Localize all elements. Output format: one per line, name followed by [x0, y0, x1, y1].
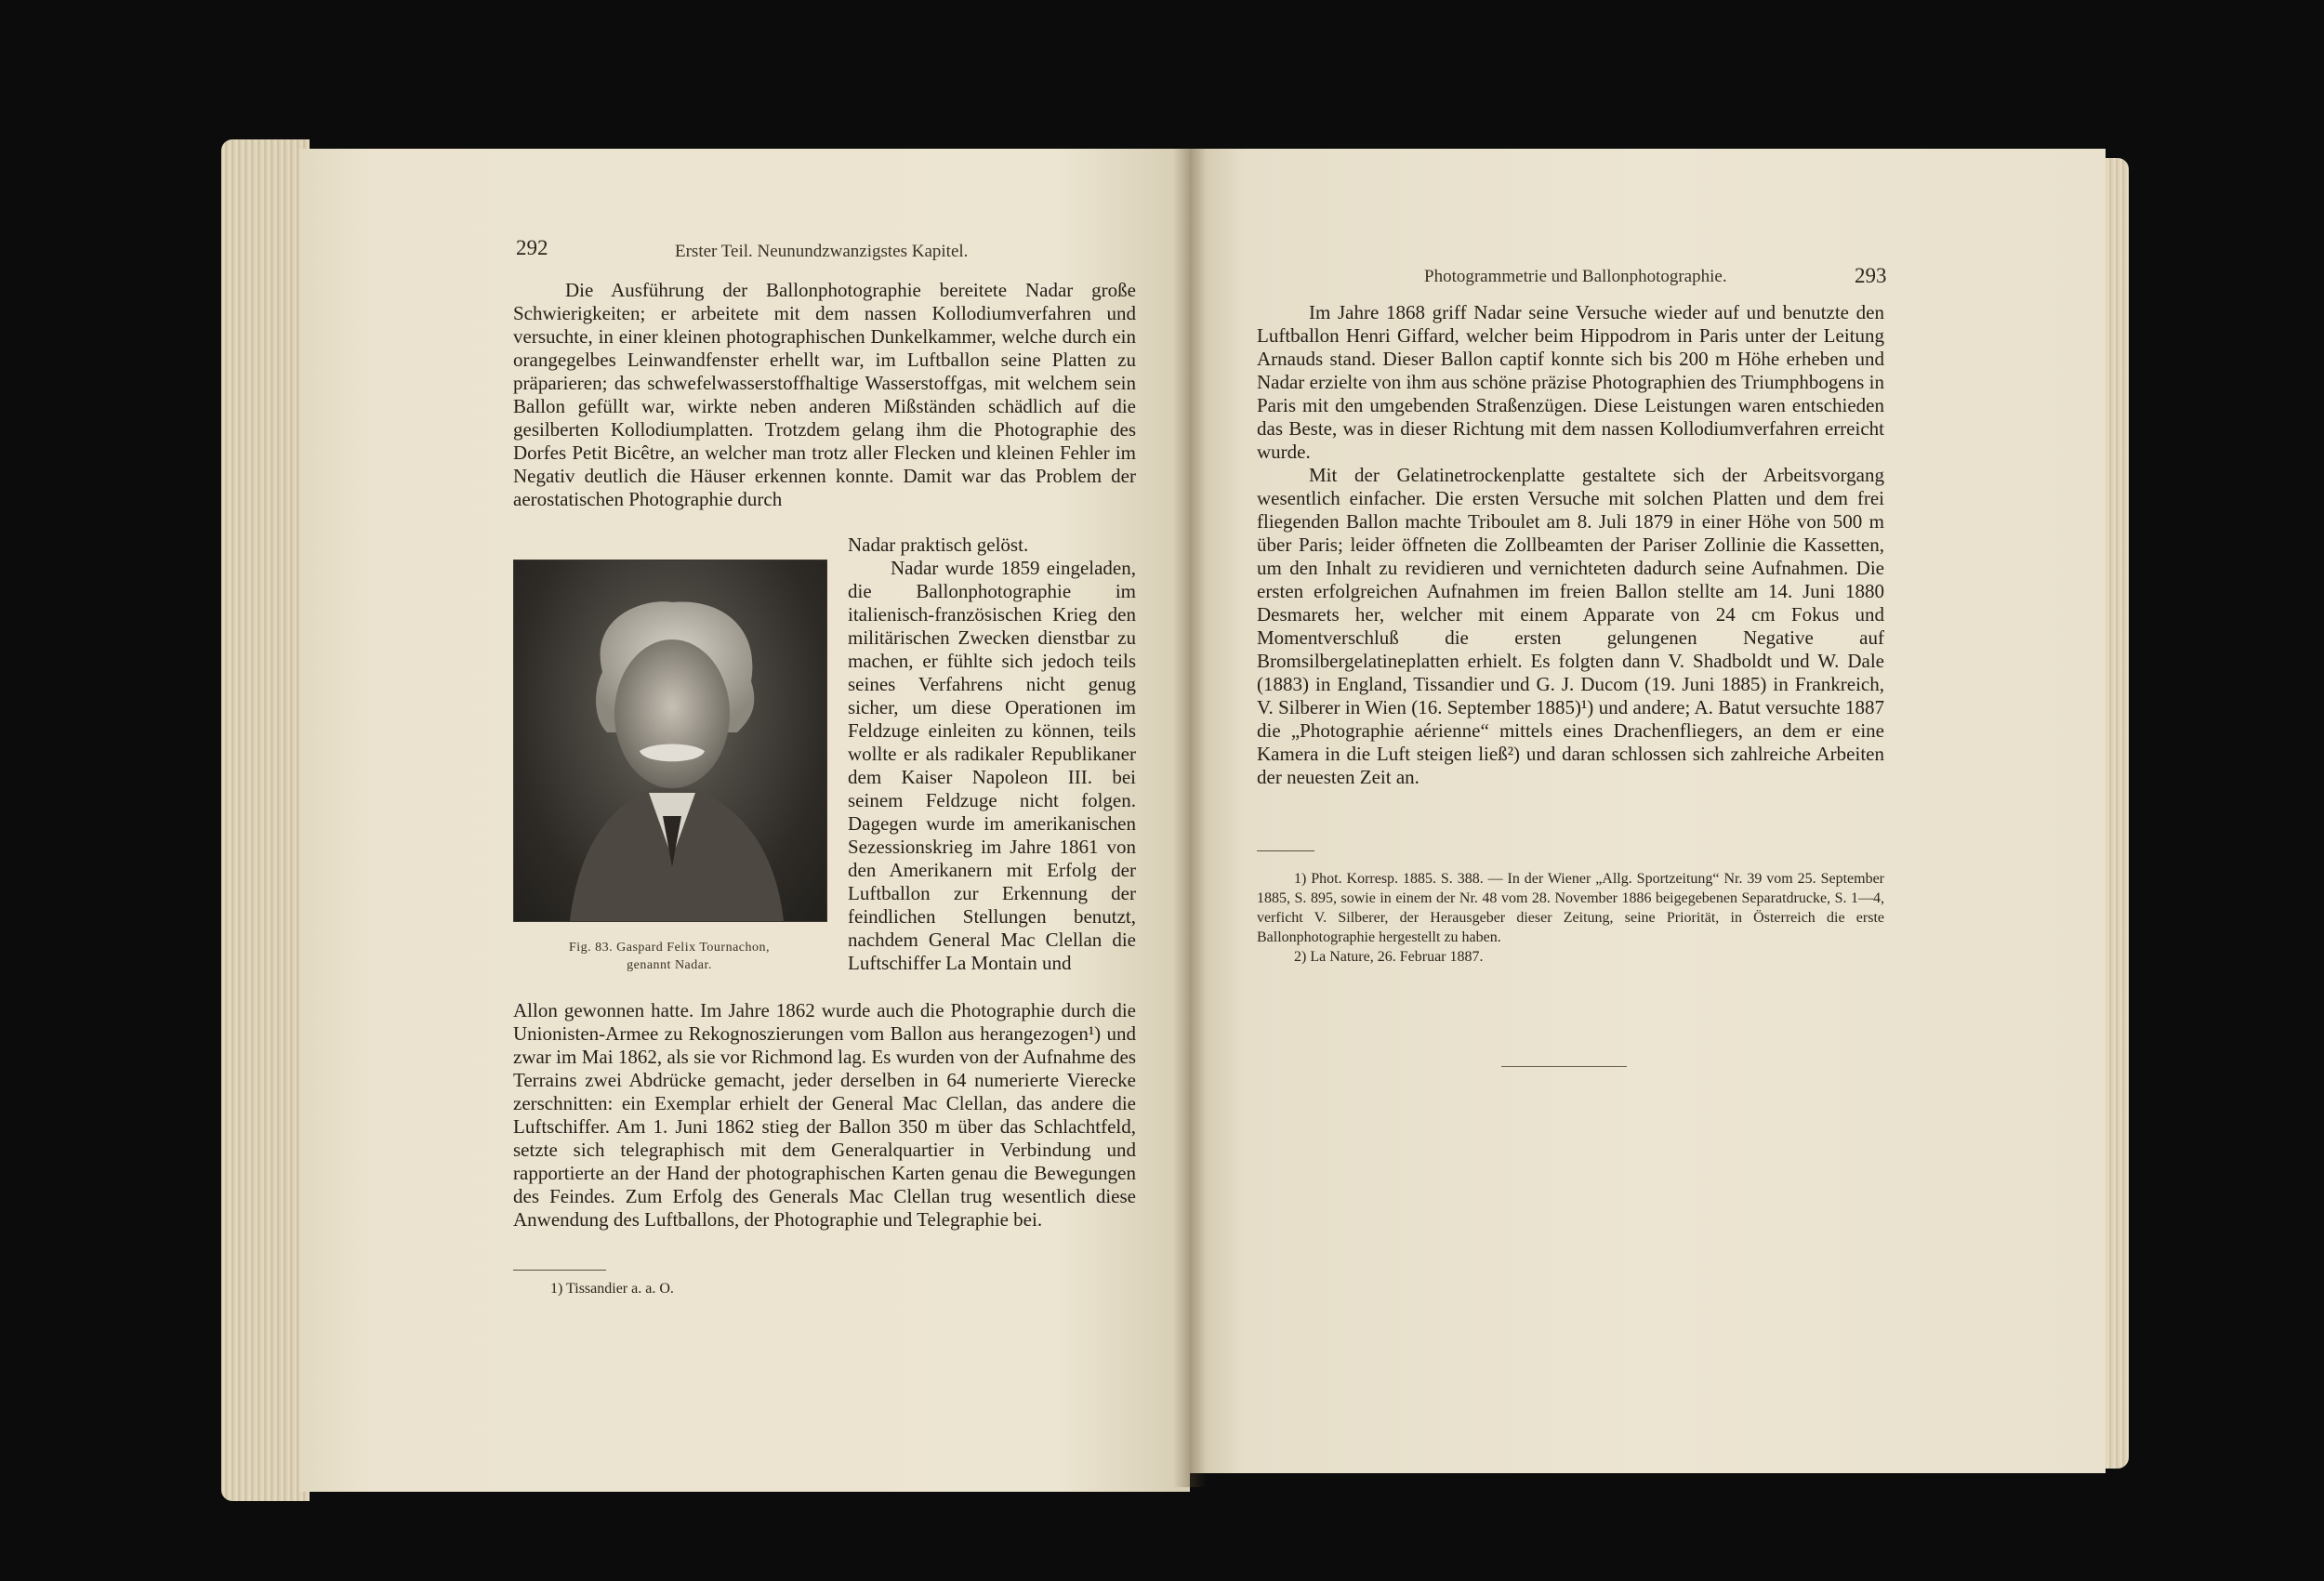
paragraph: Mit der Gelatinetrockenplatte gestaltete sich der Arbeitsvorgang wesentlich einfacher. Die ersten Versuche mit solchen Platten und dem frei fliegenden Ballon machte Triboulet am 8. Juli 1879 in einer Höhe von 500 m über Paris; leider öffneten die Zollbeamten der Pariser Zollinie die Kassetten, um den Inhalt zu revidieren und vernichteten dadurch seine Aufnahmen. Die ersten erfolgreichen Aufnahmen im freien Ballon stellte am 14. Juni 1880 Desmarets her, welcher mit einem Apparate von 24 cm Fokus und Momentverschluß die ersten gelungenen Negative auf Bromsilbergelatineplatten erhielt. Es folgten dann V. Shadboldt und W. Dale (1883) in England, Tissandier und G. J. Ducom (19. Juni 1885) in Frankreich, V. Silberer in Wien (16. September 1885)¹) und andere; A. Batut versuchte 1887 die „Photographie aérienne“ mittels eines Drachenfliegers, an dem er eine Kamera in die Luft steigen ließ²) und daran schlossen sich zahlreiche Arbeiten der neuesten Zeit an.: [1257, 464, 1884, 788]
paragraph-end: Nadar praktisch gelöst.: [848, 534, 1029, 556]
book-gutter: [1173, 149, 1207, 1487]
left-running-head: Erster Teil. Neunundzwanzigstes Kapitel.: [675, 242, 969, 261]
left-footnotes: [513, 1279, 1136, 1298]
caption-line: Fig. 83. Gaspard Felix Tournachon,: [568, 941, 770, 955]
portrait-photograph: [513, 560, 827, 922]
paragraph: Allon gewonnen hatte. Im Jahre 1862 wurde auch die Photographie durch die Unionisten-Armee zu Rekognoszierungen vom Ballon aus herangezogen¹) und zwar im Mai 1862, als sie vor Richmond lag. Es wurden von der Aufnahme des Terrains zwei Abdrücke gemacht, jeder derselben in 64 numerierte Vierecke zerschnitten: ein Exemplar erhielt der General Mac Clellan, das andere die Luftschiffer. Am 1. Juni 1862 stieg der Ballon 350 m über das Schlachtfeld, setzte sich telegraphisch mit dem Generalquartier in Verbindung und rapportierte an der Hand der photographischen Karten genau die Bewegungen des Feindes. Zum Erfolg des Generals Mac Clellan trug wesentlich diese Anwendung des Luftballons, der Photographie und Telegraphie bei.: [513, 999, 1136, 1231]
portrait-image-icon: [514, 560, 826, 921]
footnote: 2) La Nature, 26. Februar 1887.: [1294, 949, 1484, 965]
paragraph: Die Ausführung der Ballonphotographie bereitete Nadar große Schwierigkeiten; er arbeitete mit dem nassen Kollodiumverfahren und versuchte, in einer kleinen photographischen Dunkelkammer, welche durch ein orangegelbes Leinwandfenster erhellt war, im Luftballon seine Platten zu präparieren; das schwefelwasserstoffhaltige Wasserstoffgas, mit welchem sein Ballon gefüllt war, wirkte neben anderen Mißständen schädlich auf die gesilberten Kollodiumplatten. Trotzdem gelang ihm die Photographie des Dorfes Petit Bicêtre, an welcher man trotz aller Flecken und kleinen Fehler im Negativ deutlich die Häuser erkennen konnte. Damit war das Problem der aerostatischen Photographie durch: [513, 279, 1136, 510]
left-body-top: [513, 279, 1136, 511]
right-running-head: Photogrammetrie und Ballonphotographie.: [1424, 267, 1727, 286]
figure-caption: [530, 939, 809, 974]
left-body-beside-figure-lead: [848, 534, 1136, 557]
left-body-bottom: [513, 999, 1136, 1232]
footnote-rule: [513, 1270, 606, 1271]
paragraph: Nadar wurde 1859 eingeladen, die Ballonphotographie im italienisch-französischen Krieg den militärischen Zwecken dienstbar zu machen, er fühlte sich jedoch teils seines Verfahrens nicht genug sicher, um diese Operationen im Feldzuge einleiten zu können, teils wollte er als radikaler Republikaner dem Kaiser Napoleon III. bei seinem Feldzuge nicht folgen. Dagegen wurde im amerikanischen Sezessionskrieg im Jahre 1861 von den Amerikanern mit Erfolg der Luftballon zur Erkennung der feindlichen Stellungen benutzt, nachdem General Mac Clellan die Luftschiffer La Montain und: [848, 557, 1136, 974]
right-page-number: 293: [1855, 264, 1887, 287]
footnote: 1) Tissandier a. a. O.: [550, 1281, 674, 1297]
right-body: [1257, 301, 1884, 789]
left-body-beside-figure: [848, 557, 1136, 975]
left-page-edges: [221, 139, 310, 1501]
caption-line: genannt Nadar.: [627, 958, 712, 972]
left-page-number: 292: [516, 236, 548, 259]
footnote-rule: [1257, 850, 1314, 851]
footnote: 1) Phot. Korresp. 1885. S. 388. — In der Wiener „Allg. Sportzeitung“ Nr. 39 vom 25. September 1885, S. 895, sowie in einem der Nr. 48 vom 28. November 1886 beigegebenen Separatdrucke, S. 1—4, verficht V. Silberer, der Herausgeber dieser Zeitung, seine Priorität, in Österreich die erste Ballonphotographie hergestellt zu haben.: [1257, 871, 1884, 945]
right-footnotes: [1257, 869, 1884, 967]
paragraph: Im Jahre 1868 griff Nadar seine Versuche wieder auf und benutzte den Luftballon Henri Giffard, welcher beim Hippodrom in Paris unter der Leitung Arnauds stand. Dieser Ballon captif konnte sich bis 200 m Höhe erheben und Nadar erzielte von ihm aus schöne präzise Photographien des Triumphbogens in Paris mit den umgebenden Straßenzügen. Diese Leistungen waren entschieden das Beste, was in dieser Richtung mit dem nassen Kollodiumverfahren erreicht wurde.: [1257, 301, 1884, 463]
closing-rule: [1501, 1066, 1627, 1067]
